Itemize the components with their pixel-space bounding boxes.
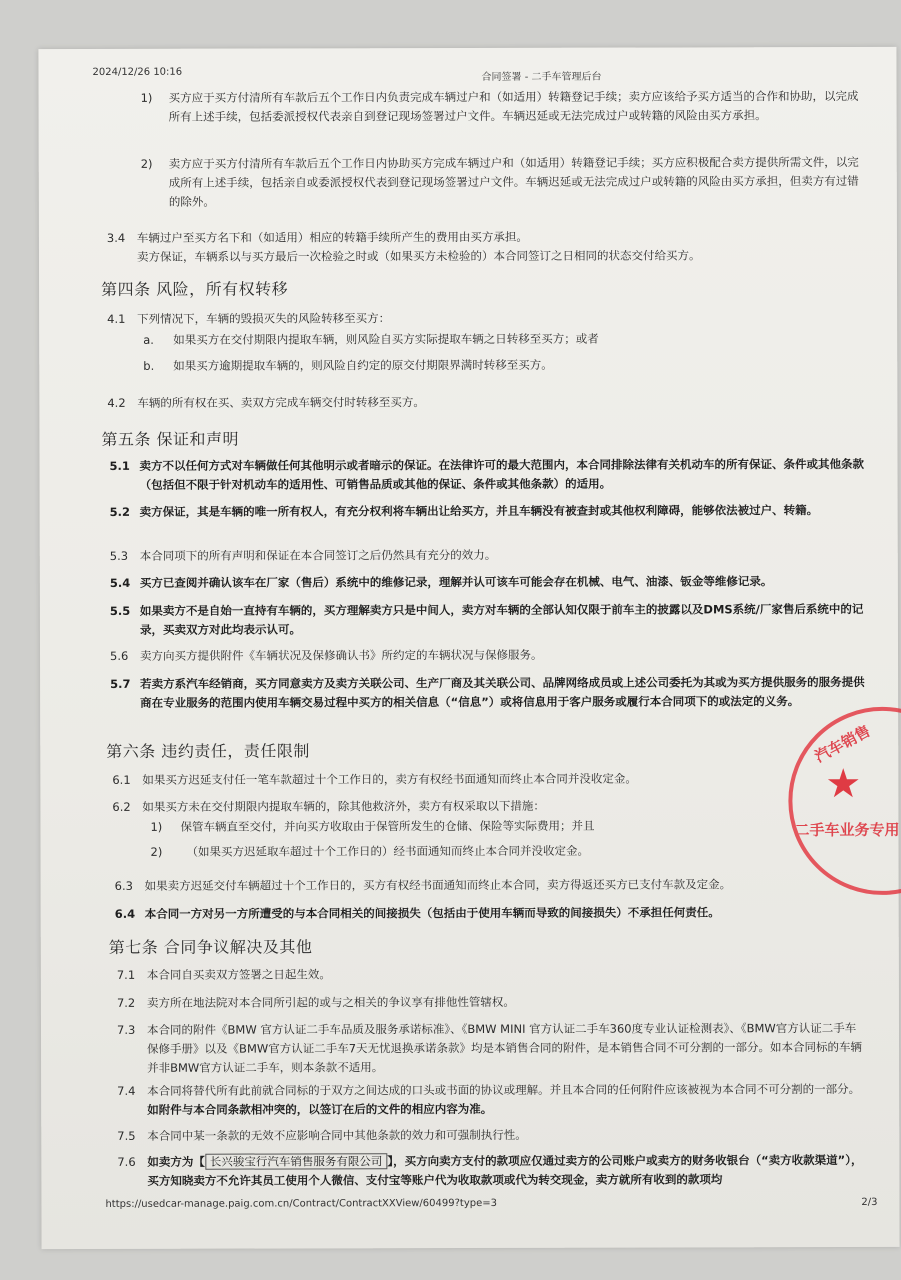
clause-number: 5.7	[110, 676, 131, 691]
print-url: https://usedcar-manage.paig.com.cn/Contract/ContractXXView/60499?type=3	[105, 1197, 498, 1210]
seal-top-text: 汽车销售	[811, 721, 874, 767]
clause-4-1-a: 如果买方在交付期限内提取车辆，则风险自买方实际提取车辆之日转移至买方；或者	[173, 331, 599, 347]
item-letter: b.	[143, 358, 155, 373]
clause-6-2: 如果买方未在交付期限内提取车辆的，除其他救济外，卖方有权采取以下措施：	[142, 798, 545, 814]
print-title: 合同签署 - 二手车管理后台	[481, 71, 602, 83]
clause-5-2: 卖方保证，其是车辆的唯一所有权人，有充分权利将车辆出让给买方，并且车辆没有被查封或其他权利障碍，能够依法被过户、转籍。	[139, 503, 819, 519]
seal-bottom-text: 二手车业务专用	[794, 820, 900, 840]
clause-7-3: 本合同的附件《BMW 官方认证二手车品质及服务承诺标准》、《BMW MINI 官方认证二手车360度专业认证检测表》、《BMW官方认证二手车保修手册》以及《BMW官方认证二手车7天无忧退换承诺条款》均是本销售合同的附件，是本销售合同不可分割的一部分。如本合同标的车辆并非BMW官方认证二手车，则本条款不适用。	[146, 1020, 863, 1075]
clause-number: 7.5	[117, 1128, 136, 1143]
clause-number: 7.2	[116, 995, 136, 1010]
article-6-heading: 第六条 违约责任，责任限制	[106, 741, 310, 761]
clause-number: 6.4	[114, 906, 136, 921]
item-number: 1)	[140, 90, 153, 105]
clause-4-1: 下列情况下，车辆的毁损灭失的风险转移至买方：	[137, 311, 391, 326]
clause-7-6-post: 】，买方向卖方支付的款项应仅通过卖方的公司账户或卖方的财务收银台（“卖方收款渠道”），买方知晓卖方不允许其员工使用个人微信、支付宝等账户代为收取款项或代为转交现金，卖方就所有收到的款项均	[147, 1152, 863, 1188]
clause-6-3: 如果卖方迟延交付车辆超过十个工作日的，买方有权经书面通知而终止本合同，卖方得返还买方已支付车款及定金。	[144, 877, 732, 893]
clause-5-7: 若卖方系汽车经销商，买方同意卖方及卖方关联公司、生产厂商及其关联公司、品牌网络成员或上述公司委托为其或为买方提供服务的服务提供商在专业服务的范围内使用车辆交易过程中买方的相关信息（“信息”）或将信息用于客户服务或履行本合同项下的或法定的义务。	[140, 674, 865, 710]
clause-number: 7.4	[117, 1083, 136, 1098]
clause-number: 5.2	[109, 504, 131, 519]
seal-star-icon: ★	[825, 760, 862, 808]
clause-3-3-2: 卖方应于买方付清所有车款后五个工作日内协助买方完成车辆过户和（如适用）转籍登记手续；买方应积极配合卖方提供所需文件，以完成所有上述手续，包括亲自或委派授权代表到登记现场签署过户文件。车辆迟延或无法完成过户或转籍的风险由买方承担，但卖方有过错的除外。	[168, 154, 859, 209]
clause-7-4-bold: 如附件与本合同条款相冲突的，以签订在后的文件的相应内容为准。	[147, 1101, 493, 1117]
clause-6-2-2: （如果买方迟延取车超过十个工作日的）经书面通知而终止本合同并没收定金。	[186, 843, 590, 859]
clause-6-2-1: 保管车辆直至交付，并向买方收取由于保管所发生的仓储、保险等实际费用；并且	[180, 818, 595, 834]
print-datetime: 2024/12/26 10:16	[92, 66, 183, 78]
clause-number: 6.2	[112, 799, 131, 814]
clause-number: 6.3	[114, 878, 133, 893]
clause-7-6-pre: 如卖方为【	[147, 1154, 205, 1169]
clause-7-4-normal: 本合同将替代所有此前就合同标的于双方之间达成的口头或书面的协议或理解。并且本合同的任何附件应该被视为本合同不可分割的一部分。	[147, 1081, 861, 1098]
clause-3-4-line1: 车辆过户至买方名下和（如适用）相应的转籍手续所产生的费用由买方承担。	[136, 229, 528, 245]
clause-6-4: 本合同一方对另一方所遭受的与本合同相关的间接损失（包括由于使用车辆而导致的间接损失）不承担任何责任。	[144, 905, 720, 921]
clause-number: 5.5	[109, 603, 131, 618]
clause-7-4	[147, 1080, 867, 1120]
clause-4-2: 车辆的所有权在买、卖双方完成车辆交付时转移至买方。	[137, 395, 425, 410]
clause-7-6	[147, 1151, 867, 1191]
seller-company-name: 长兴骏宝行汽车销售服务有限公司	[205, 1153, 388, 1169]
item-number: 2)	[150, 844, 163, 859]
clause-number: 5.4	[109, 575, 131, 590]
clause-3-4-line2: 卖方保证，车辆系以与买方最后一次检验之时或（如果买方未检验的）本合同签订之日相同的状态交付给买方。	[136, 248, 701, 264]
clause-6-1: 如果买方迟延支付任一笔车款超过十个工作日的，卖方有权经书面通知而终止本合同并没收定金。	[142, 771, 637, 787]
clause-4-1-b: 如果买方逾期提取车辆的，则风险自约定的原交付期限界满时转移至买方。	[173, 357, 553, 373]
item-number: 1)	[150, 819, 163, 834]
clause-5-6: 卖方向买方提供附件《车辆状况及保修确认书》所约定的车辆状况与保修服务。	[140, 647, 543, 663]
clause-7-5: 本合同中某一条款的无效不应影响合同中其他条款的效力和可强制执行性。	[147, 1127, 527, 1143]
clause-number: 5.6	[110, 648, 129, 663]
document-page	[38, 47, 899, 1249]
clause-number: 7.1	[116, 967, 136, 982]
clause-number: 5.3	[109, 548, 129, 563]
clause-5-4: 买方已查阅并确认该车在厂家（售后）系统中的维修记录，理解并认可该车可能会存在机械、电气、油漆、钣金等维修记录。	[139, 574, 773, 590]
clause-number: 4.2	[107, 395, 126, 410]
clause-number: 4.1	[107, 311, 126, 326]
clause-number: 6.1	[112, 772, 131, 787]
clause-number: 7.6	[117, 1154, 136, 1169]
item-letter: a.	[143, 332, 154, 347]
clause-number: 7.3	[116, 1022, 136, 1037]
item-number: 2)	[140, 156, 153, 171]
clause-5-5: 如果卖方不是自始一直持有车辆的，买方理解卖方只是中间人，卖方对车辆的全部认知仅限于前车主的披露以及DMS系统/厂家售后系统中的记录，买卖双方对此均表示认可。	[139, 601, 864, 637]
clause-number: 5.1	[109, 458, 130, 473]
article-7-heading: 第七条 合同争议解决及其他	[108, 937, 313, 957]
article-4-heading: 第四条 风险，所有权转移	[101, 279, 289, 299]
clause-3-3-1: 买方应于买方付清所有车款后五个工作日内负责完成车辆过户和（如适用）转籍登记手续；卖方应该给予买方适当的合作和协助，以完成所有上述手续，包括委派授权代表亲自到登记现场签署过户文件。车辆迟延或无法完成过户或转籍的风险由买方承担。	[168, 88, 859, 124]
clause-5-3: 本合同项下的所有声明和保证在本合同签订之后仍然具有充分的效力。	[139, 547, 497, 563]
clause-7-2: 卖方所在地法院对本合同所引起的或与之相关的争议享有排他性管辖权。	[146, 994, 515, 1010]
company-seal	[788, 707, 901, 895]
clause-5-1: 卖方不以任何方式对车辆做任何其他明示或者暗示的保证。在法律许可的最大范围内，本合同排除法律有关机动车的所有保证、条件或其他条款（包括但不限于针对机动车的适用性、可销售品质或其他的保证、条件或其他条款）的适用。	[139, 456, 865, 492]
page-number: 2/3	[861, 1196, 878, 1208]
clause-7-1: 本合同自买卖双方签署之日起生效。	[146, 967, 331, 982]
clause-number: 3.4	[106, 230, 126, 245]
article-5-heading: 第五条 保证和声明	[101, 429, 240, 449]
